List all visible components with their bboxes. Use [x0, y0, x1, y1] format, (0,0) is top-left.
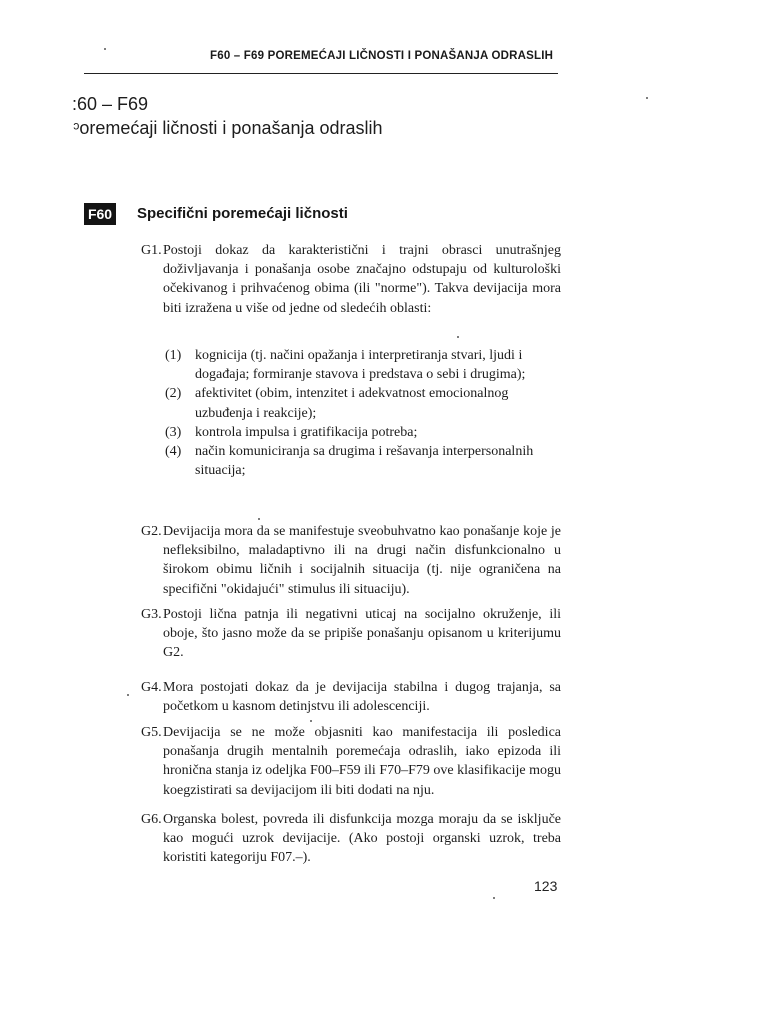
list-item	[165, 384, 561, 422]
scan-speck	[310, 720, 312, 722]
criterion-number: G5.	[141, 725, 162, 740]
g1-subitem-list	[165, 346, 561, 480]
scan-speck	[457, 336, 459, 338]
criterion-text: Mora postojati dokaz da je devijacija stabilna i dugog trajanja, sa početkom u kasnom detinjstvu ili adolescenciji.	[163, 680, 561, 715]
criterion-g2	[141, 522, 561, 599]
criterion-number: G4.	[141, 680, 162, 695]
criterion-text: Organska bolest, povreda ili disfunkcija mozga moraju da se isključe kao mogući uzrok devijacije. (Ako postoji organski uzrok, treba koristiti kategoriju F07.–).	[163, 812, 561, 866]
criterion-g1	[141, 241, 561, 318]
criterion-text: Postoji dokaz da karakteristični i trajni obrasci unutrašnjeg doživljavanja i ponašanja osobe značajno odstupaju od kulturološki očekivanog i prihvaćenog obima (ili "norme"). Takva devijacija mora biti izražena u više od jedne od sledećih oblasti:	[163, 243, 561, 316]
criterion-text: Devijacija se ne može objasniti kao manifestacija ili posledica ponašanja drugih mentalnih poremećaja odraslih, iako epizoda ili hronična stanja iz odeljka F00–F59 ili F70–F79 ove klasifikacije mogu koegzistirati sa devijacijom ili biti dodati na nju.	[163, 725, 561, 798]
running-header: F60 – F69 POREMEĆAJI LIČNOSTI I PONAŠANJA ODRASLIH	[210, 50, 554, 62]
header-rule	[84, 73, 558, 74]
scan-speck	[127, 694, 129, 696]
subitem-number: (4)	[165, 444, 182, 460]
list-item	[165, 442, 561, 480]
subitem-text: kognicija (tj. načini opažanja i interpretiranja stvari, ljudi i događaja; formiranje stavova i predstava o sebi i drugima);	[195, 348, 526, 383]
criterion-number: G6.	[141, 812, 162, 827]
scan-speck	[646, 97, 648, 99]
page-number: 123	[534, 878, 558, 894]
subitem-number: (3)	[165, 424, 182, 440]
subitem-number: (2)	[165, 386, 182, 402]
criterion-g3	[141, 605, 561, 663]
scan-speck	[258, 518, 260, 520]
criterion-g6	[141, 810, 561, 868]
criterion-number: G2.	[141, 524, 162, 539]
subitem-text: kontrola impulsa i gratifikacija potreba;	[195, 424, 418, 440]
subitem-text: način komuniciranja sa drugima i rešavanja interpersonalnih situacija;	[195, 444, 534, 479]
criterion-number: G1.	[141, 243, 162, 258]
criterion-text: Postoji lična patnja ili negativni uticaj na socijalno okruženje, ili oboje, što jasno može da se pripiše ponašanju opisanom u kriterijumu G2.	[163, 607, 561, 661]
section-badge: F60	[84, 203, 116, 225]
scan-speck	[104, 48, 106, 50]
criterion-text: Devijacija mora da se manifestuje sveobuhvatno kao ponašanje koje je nefleksibilno, maladaptivno ili na drugi način disfunkcionalno u širokom obimu ličnih i socijalnih situacija (tj. nije ograničena na specifični "okidajući" stimulus ili situaciju).	[163, 524, 561, 597]
list-item	[165, 423, 561, 442]
chapter-code: :60 – F69	[72, 94, 149, 114]
list-item	[165, 346, 561, 384]
subitem-text: afektivitet (obim, intenzitet i adekvatnost emocionalnog uzbuđenja i reakcije);	[195, 386, 509, 421]
subitem-number: (1)	[165, 348, 182, 363]
chapter-title: ᵓoremećaji ličnosti i ponašanja odraslih	[73, 118, 383, 138]
criterion-number: G3.	[141, 607, 162, 622]
criterion-g4	[141, 678, 561, 716]
section-title: Specifični poremećaji ličnosti	[137, 205, 348, 222]
criterion-g5	[141, 723, 561, 800]
scan-speck	[493, 897, 495, 899]
